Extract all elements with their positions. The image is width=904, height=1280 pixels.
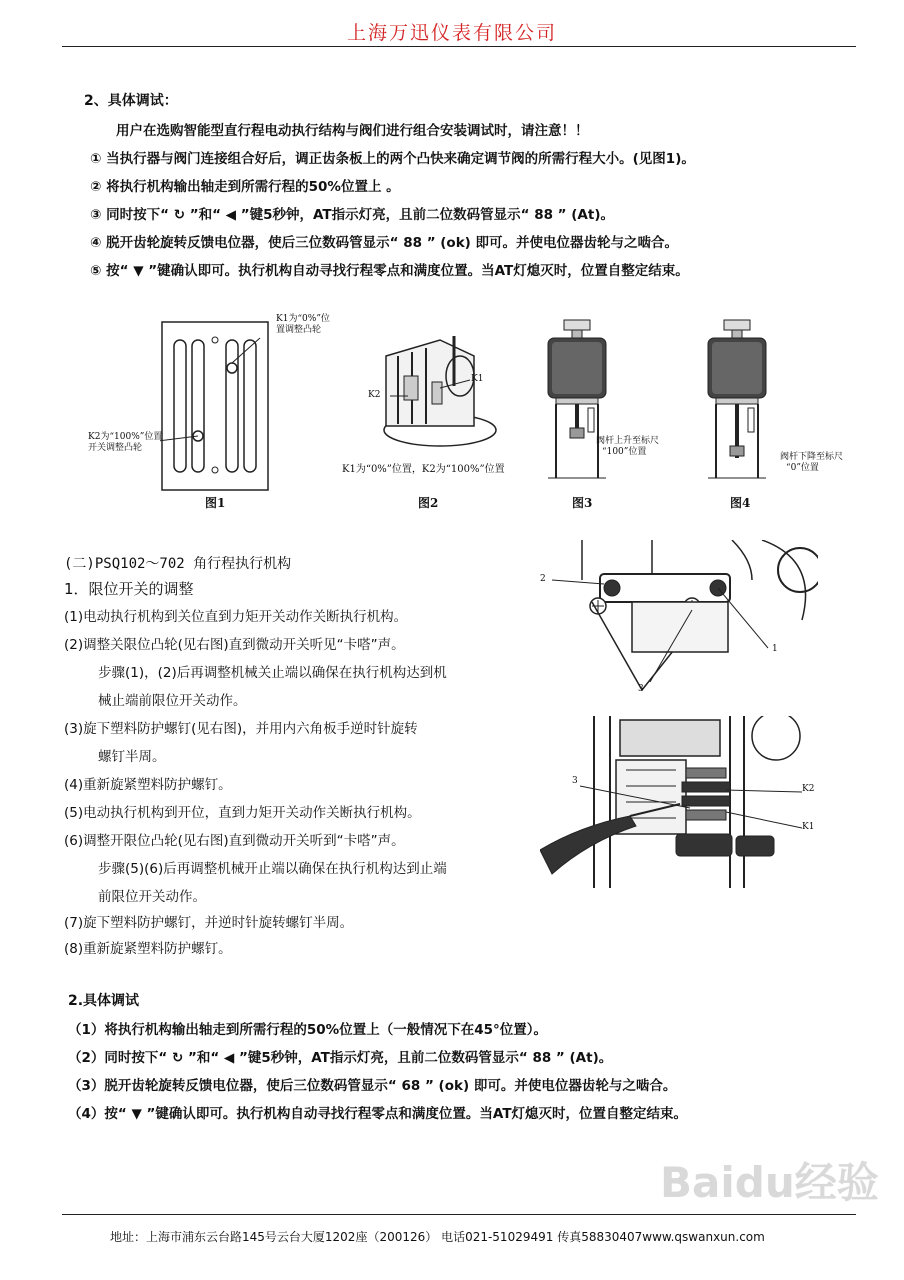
section1-heading: 2、具体调试：: [84, 93, 178, 109]
figure-1-note-k1: K1为“0%”位 置调整凸轮: [276, 314, 330, 335]
figure-3-caption: 图3: [572, 496, 593, 510]
section2-line-4: 械止端前限位开关动作。: [98, 693, 247, 709]
figure-6-label-k2: K2: [802, 784, 815, 794]
figure-2-label-k1: K1: [471, 374, 484, 384]
figure-3-note: 阀杆上升至标尺 “100”位置: [596, 436, 660, 457]
figure-1-note-k2: K2为“100%”位置 开关调整凸轮: [88, 432, 163, 453]
header-rule: [62, 46, 856, 47]
figure-1-caption: 图1: [205, 496, 226, 510]
section2-line-6: 螺钉半周。: [98, 749, 166, 765]
figure-3-drawing: [542, 318, 612, 486]
section3-line-4: （4）按“ ▼ ”键确认即可。执行机构自动寻找行程零点和满度位置。当AT灯熄灭时，位置自整定结束。: [68, 1106, 688, 1122]
section2-line-5: (3)旋下塑料防护螺钉(见右图)，并用内六角板手逆时针旋转: [64, 721, 418, 737]
section2-line-1: (1)电动执行机构到关位直到力矩开关动作关断执行机构。: [64, 609, 408, 625]
figure-6-label-3: 3: [572, 776, 578, 786]
figure-2-drawing: [378, 326, 498, 452]
section2-line-8: (5)电动执行机构到开位，直到力矩开关动作关断执行机构。: [64, 805, 421, 821]
section2-line-2: (2)调整关限位凸轮(见右图)直到微动开关听见“卡嗒”声。: [64, 637, 405, 653]
figure-4-note: 阀杆下降至标尺 “0”位置: [780, 452, 844, 473]
figure-5-drawing: [552, 540, 818, 696]
section2-subtitle: 1．限位开关的调整: [64, 580, 194, 598]
section3-heading: 2.具体调试: [68, 993, 140, 1009]
section1-step-2: ② 将执行机构输出轴走到所需行程的50%位置上 。: [90, 179, 400, 195]
figure-6-label-k1: K1: [802, 822, 815, 832]
section2-line-7: (4)重新旋紧塑料防护螺钉。: [64, 777, 232, 793]
section2-title: (二)PSQ102～702 角行程执行机构: [64, 556, 292, 572]
section2-line-11: 前限位开关动作。: [98, 889, 206, 905]
figure-4-caption: 图4: [730, 496, 751, 510]
figure-2-caption: 图2: [418, 496, 439, 510]
section2-line-12: (7)旋下塑料防护螺钉，并逆时针旋转螺钉半周。: [64, 915, 354, 931]
section1-intro: 用户在选购智能型直行程电动执行结构与阀们进行组合安装调试时，请注意！！: [116, 123, 589, 139]
section1-step-4: ④ 脱开齿轮旋转反馈电位器，使后三位数码管显示“ 88 ” (ok) 即可。并使电位器齿轮与之啮合。: [90, 235, 679, 251]
figure-5-label-3: 3: [638, 684, 644, 694]
section1-step-3: ③ 同时按下“ ↻ ”和“ ◀ ”键5秒钟，AT指示灯亮，且前二位数码管显示“ 88 ” (At)。: [90, 207, 614, 223]
figure-5-label-2: 2: [540, 574, 546, 584]
footer-address: 地址：上海市浦东云台路145号云台大厦1202座（200126） 电话021-51029491 传真58830407www.qswanxun.com: [110, 1230, 765, 1244]
section1-step-5: ⑤ 按“ ▼ ”键确认即可。执行机构自动寻找行程零点和满度位置。当AT灯熄灭时，位置自整定结束。: [90, 263, 689, 279]
figure-4-drawing: [702, 318, 772, 486]
section1-step-1: ① 当执行器与阀门连接组合好后，调正齿条板上的两个凸快来确定调节阀的所需行程大小。(见图1)。: [90, 151, 695, 167]
section2-line-13: (8)重新旋紧塑料防护螺钉。: [64, 941, 232, 957]
section2-line-10: 步骤(5)(6)后再调整机械开止端以确保在执行机构达到止端: [98, 861, 447, 877]
figure-1-drawing: [160, 320, 270, 492]
section3-line-3: （3）脱开齿轮旋转反馈电位器，使后三位数码管显示“ 68 ” (ok) 即可。并使电位器齿轮与之啮合。: [68, 1078, 677, 1094]
figure-2-note: K1为“0%”位置，K2为“100%”位置: [342, 464, 505, 475]
section3-line-1: （1）将执行机构输出轴走到所需行程的50%位置上（一般情况下在45°位置）。: [68, 1022, 547, 1038]
baidu-watermark: Baidu经验: [660, 1158, 879, 1207]
footer-rule: [62, 1214, 856, 1215]
section2-line-3: 步骤(1)，(2)后再调整机械关止端以确保在执行机构达到机: [98, 665, 447, 681]
company-name: 上海万迅仪表有限公司: [346, 22, 557, 44]
section2-line-9: (6)调整开限位凸轮(见右图)直到微动开关听到“卡嗒”声。: [64, 833, 405, 849]
figure-6-drawing: [540, 716, 840, 888]
figure-2-label-k2: K2: [368, 390, 381, 400]
section3-line-2: （2）同时按下“ ↻ ”和“ ◀ ”键5秒钟，AT指示灯亮，且前二位数码管显示“ 88 ” (At)。: [68, 1050, 613, 1066]
figure-5-label-1: 1: [772, 644, 778, 654]
